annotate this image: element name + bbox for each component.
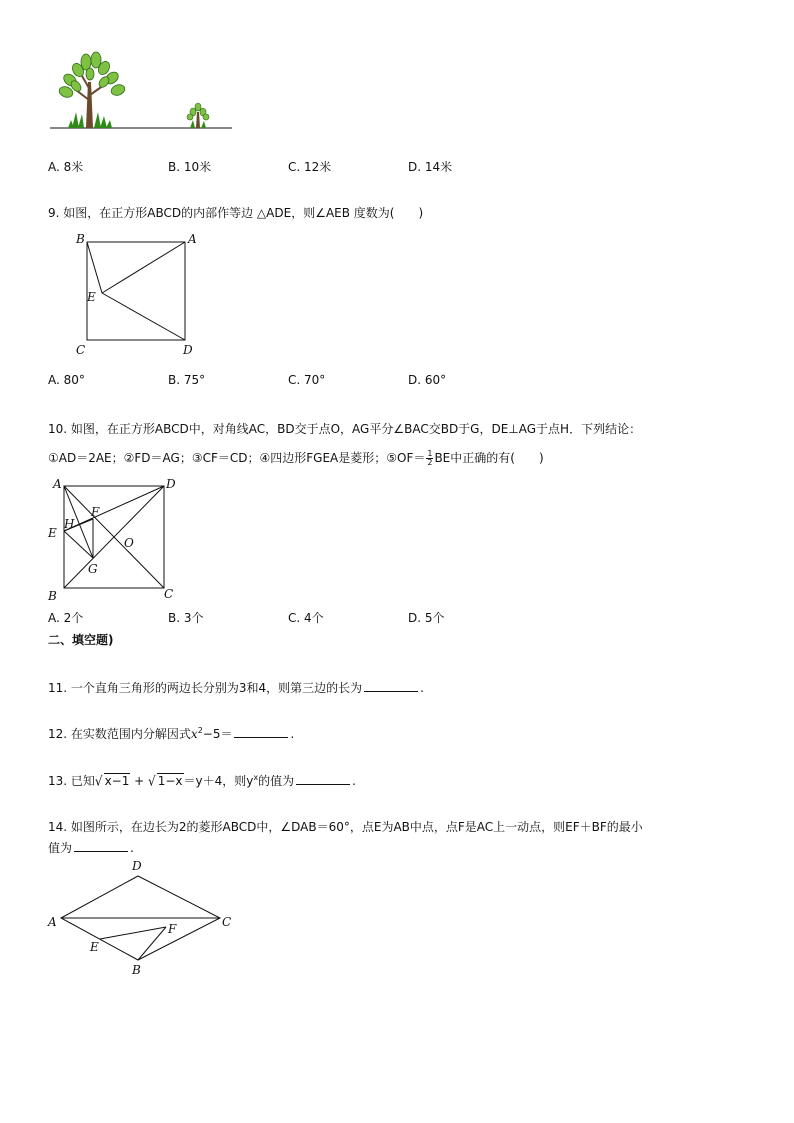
q14-question-line2 (48, 839, 134, 856)
q13-radicand-1: x−1 (104, 774, 130, 788)
q14-label-a: A (48, 915, 57, 929)
q12-post: −5＝ (202, 727, 233, 741)
q13-answer-blank[interactable] (296, 772, 350, 785)
q10-label-o: O (124, 536, 134, 550)
q10-label-b: B (48, 589, 57, 603)
tree-leaves (58, 52, 127, 99)
q9-label-b: B (76, 232, 85, 246)
q12-end: . (290, 727, 295, 741)
q10-choice-a: A. 2个 (48, 611, 84, 625)
q9-choice-a: A. 80° (48, 373, 85, 387)
q9-choice-b: B. 75° (168, 373, 206, 387)
q10-conclusions-end: BE中正确的有( ) (434, 451, 544, 465)
q14-end: . (130, 841, 134, 855)
q12-exp: 2 (197, 726, 203, 735)
q8-choice-b: B. 10米 (168, 160, 212, 174)
q10-square-figure (44, 474, 184, 604)
q10-fraction (426, 450, 433, 467)
q13-end: . (352, 774, 356, 788)
q13-post: 的值为 (258, 774, 295, 788)
q12-question (48, 725, 294, 742)
q10-conclusions (48, 449, 544, 467)
q13-question (48, 772, 356, 789)
q8-choice-a: A. 8米 (48, 160, 84, 174)
q10-fraction-den: 2 (427, 458, 433, 467)
q14-label-b: B (132, 963, 141, 977)
q13-exp: x (253, 773, 259, 782)
sqrt-icon: √ (94, 773, 103, 789)
q9-square-figure (70, 230, 200, 360)
q13-text: 13. 已知 (48, 774, 95, 788)
q13-radicand-2: 1−x (157, 774, 183, 788)
q10-label-d: D (166, 477, 176, 491)
q14-question-text: 14. 如图所示，在边长为2的菱形ABCD中，∠DAB＝60°，点E为AB中点，点F是AC上一动点，则EF＋BF的最小 (48, 820, 643, 834)
q11-text: 11. 一个直角三角形的两边长分别为3和4，则第三边的长为 (48, 681, 363, 695)
q14-label-f: F (168, 922, 177, 936)
q10-label-a: A (53, 477, 62, 491)
q9-label-a: A (188, 232, 197, 246)
q9-question-text: 9. 如图，在正方形ABCD的内部作等边 △ADE，则∠AEB 度数为( ) (48, 206, 424, 220)
small-tree (187, 103, 209, 128)
q9-label-d: D (183, 343, 193, 357)
q8-choice-d: D. 14米 (408, 160, 453, 174)
section-title: 二、填空题) (48, 633, 114, 647)
q13-mid: ＝y＋4，则y (183, 774, 254, 788)
q12-answer-blank[interactable] (234, 725, 288, 738)
tree-illustration (46, 50, 238, 135)
q10-label-h: H (64, 517, 75, 531)
q10-label-f: F (91, 505, 100, 519)
q9-label-c: C (76, 343, 86, 357)
tree-trunk (86, 82, 93, 128)
q12-var: x (190, 727, 198, 741)
q10-choice-c: C. 4个 (288, 611, 324, 625)
q14-label-e: E (90, 940, 99, 954)
q14-answer-blank[interactable] (74, 839, 128, 852)
q10-label-g: G (88, 562, 98, 576)
q8-choice-c: C. 12米 (288, 160, 332, 174)
q14-line2-text: 值为 (48, 841, 73, 855)
q14-label-c: C (222, 915, 232, 929)
q14-label-d: D (132, 859, 142, 873)
q10-choice-b: B. 3个 (168, 611, 204, 625)
q14-rhombus-figure (44, 858, 244, 980)
q9-choice-c: C. 70° (288, 373, 326, 387)
q11-question (48, 679, 424, 696)
q9-choice-d: D. 60° (408, 373, 447, 387)
q10-fraction-num: 1 (427, 449, 433, 458)
q11-answer-blank[interactable] (364, 679, 418, 692)
q10-question-text: 10. 如图，在正方形ABCD中，对角线AC，BD交于点O，AG平分∠BAC交BD于G，DE⊥AG于点H．下列结论： (48, 422, 642, 436)
q11-end: . (420, 681, 424, 695)
q9-label-e: E (87, 290, 96, 304)
q10-label-c: C (164, 587, 174, 601)
q12-text: 12. 在实数范围内分解因式 (48, 727, 191, 741)
q13-plus: + (130, 774, 149, 788)
sqrt-icon: √ (148, 773, 156, 789)
q10-label-e: E (48, 526, 57, 540)
q10-conclusions-text: ①AD＝2AE；②FD＝AG；③CF＝CD；④四边形FGEA是菱形；⑤OF＝ (48, 451, 426, 465)
q10-choice-d: D. 5个 (408, 611, 445, 625)
